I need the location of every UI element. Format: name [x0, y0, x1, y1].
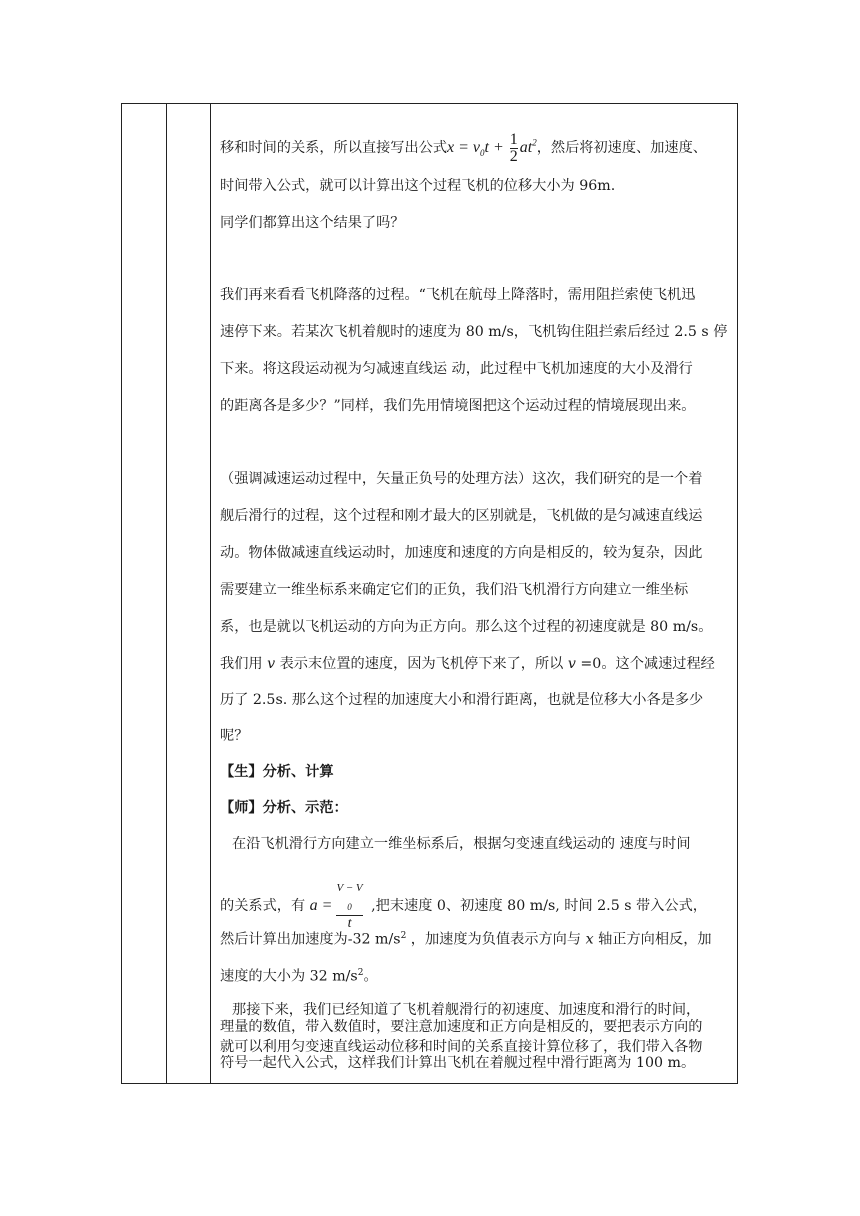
text-line: 呢？: [220, 728, 249, 744]
text-line: 下来。将这段运动视为匀减速直线运 动，此过程中飞机加速度的大小及滑行: [220, 361, 693, 377]
text-line: 速停下来。若某次飞机着舰时的速度为 80 m/s，飞机钩住阻拦索后经过 2.5 s 停: [220, 324, 728, 340]
text-line: 我们用 v 表示末位置的速度，因为飞机停下来了，所以 v =0。这个减速过程经: [220, 656, 715, 672]
teacher-label-line: 【师】分析、示范：: [220, 800, 348, 816]
table-content-cell: [220, 104, 737, 1083]
text-line: 历了 2.5s. 那么这个过程的加速度大小和滑行距离，也就是位移大小各是多少: [220, 692, 704, 708]
student-label-line: 【生】分析、计算: [220, 764, 334, 780]
text-line: 理量的数值，带入数值时，要注意加速度和正方向是相反的，要把表示方向的: [220, 1019, 703, 1035]
text-line: 在沿飞机滑行方向建立一维坐标系后，根据匀变速直线运动的 速度与时间: [232, 836, 691, 852]
text-line: 就可以利用匀变速直线运动位移和时间的关系直接计算位移了，我们带入各物: [220, 1039, 703, 1055]
text-line: 同学们都算出这个结果了吗？: [220, 215, 405, 231]
text-line: 的关系式，有 a = V − V $_0$ t ,把末速度 0、初速度 80 m/s, 时间 2.5 s 带入公式，: [220, 882, 707, 932]
acceleration-formula: a = V − V $_0$ t: [309, 882, 363, 932]
text-line: 需要建立一维坐标系来确定它们的正负，我们沿飞机滑行方向建立一维坐标: [220, 582, 689, 598]
text-line: 然后计算出加速度为-32 $m/s^2$ ，加速度为负值表示方向与 x 轴正方向相反，加: [220, 931, 712, 948]
text-line: 舰后滑行的过程，这个过程和刚才最大的区别就是，飞机做的是匀减速直线运: [220, 508, 703, 524]
column-divider-2: [210, 104, 211, 1083]
text-line: （强调减速运动过程中，矢量正负号的处理方法）这次，我们研究的是一个着: [220, 471, 703, 487]
text-line: 移和时间的关系，所以直接写出公式$x = v_0t$ + $\frac{1}{2}$ $at^2$，然后将初速度、加速度、: [220, 131, 707, 165]
text-line: 符号一起代入公式，这样我们计算出飞机在着舰过程中滑行距离为 100 m。: [220, 1055, 696, 1071]
displacement-formula: $x = v_0t$ + $\frac{1}{2}$ $at^2$: [447, 131, 537, 165]
lesson-table: [121, 103, 738, 1084]
text-line: 动。物体做减速直线运动时，加速度和速度的方向是相反的，较为复杂，因此: [220, 545, 703, 561]
text-line: 时间带入公式，就可以计算出这个过程飞机的位移大小为 96m.: [220, 178, 616, 194]
text-line: 的距离各是多少？”同样，我们先用情境图把这个运动过程的情境展现出来。: [220, 398, 696, 414]
text-line: 系，也是就以飞机运动的方向为正方向。那么这个过程的初速度就是 80 m/s。: [220, 619, 713, 635]
column-divider-1: [166, 104, 167, 1083]
text-line: 速度的大小为 32 $m/s^2$。: [220, 968, 378, 985]
text-line: 那接下来，我们已经知道了飞机着舰滑行的初速度、加速度和滑行的时间，: [232, 1002, 701, 1018]
text-line: 我们再来看看飞机降落的过程。“飞机在航母上降落时，需用阻拦索使飞机迅: [220, 287, 696, 303]
